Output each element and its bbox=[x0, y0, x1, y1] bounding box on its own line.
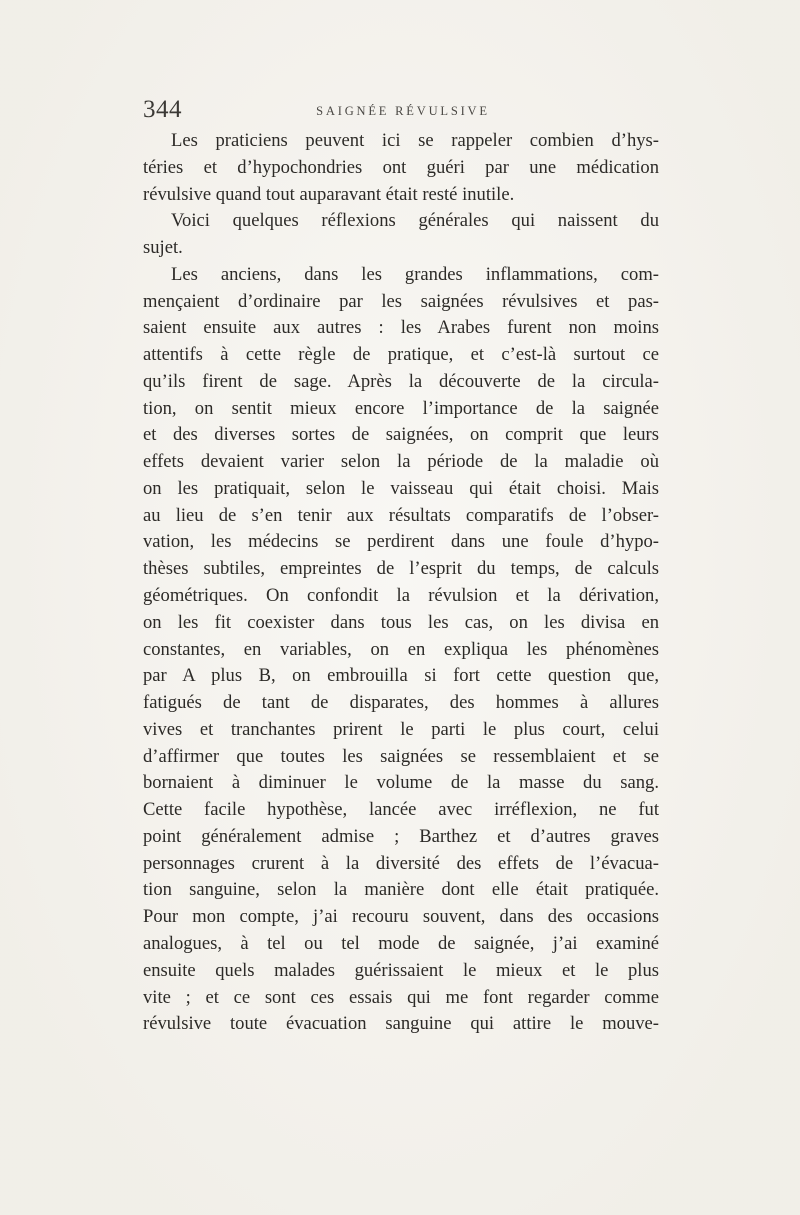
text-line: d’affirmer que toutes les saignées se ressemblaient et se bbox=[143, 745, 659, 767]
running-head: SAIGNÉE RÉVULSIVE bbox=[316, 104, 490, 118]
text-line: vation, les médecins se perdirent dans une foule d’hypo- bbox=[143, 531, 659, 553]
body-text bbox=[143, 128, 659, 1038]
text-line: Voici quelques réflexions générales qui naissent du bbox=[171, 210, 659, 232]
text-line: par A plus B, on embrouilla si fort cette question que, bbox=[143, 665, 659, 687]
text-line: constantes, en variables, on en expliqua les phénomènes bbox=[143, 638, 659, 660]
text-line: vives et tranchantes prirent le parti le plus court, celui bbox=[143, 718, 659, 740]
text-line: Cette facile hypothèse, lancée avec irréflexion, ne fut bbox=[143, 799, 659, 821]
text-line: révulsive toute évacuation sanguine qui attire le mouve- bbox=[143, 1013, 659, 1035]
text-line: on les fit coexister dans tous les cas, on les divisa en bbox=[143, 611, 659, 633]
text-line: attentifs à cette règle de pratique, et c’est-là surtout ce bbox=[143, 344, 659, 366]
text-line: Pour mon compte, j’ai recouru souvent, dans des occasions bbox=[143, 906, 659, 928]
text-line: personnages crurent à la diversité des effets de l’évacua- bbox=[143, 852, 659, 874]
text-line: tion, on sentit mieux encore l’importance de la saignée bbox=[143, 397, 659, 419]
text-line: sujet. bbox=[143, 237, 183, 259]
text-line: fatigués de tant de disparates, des hommes à allures bbox=[143, 692, 659, 714]
text-line: Les praticiens peuvent ici se rappeler combien d’hys- bbox=[171, 130, 659, 151]
text-line: on les pratiquait, selon le vaisseau qui était choisi. Mais bbox=[143, 477, 659, 499]
page-header bbox=[143, 96, 663, 126]
text-line: téries et d’hypochondries ont guéri par une médication bbox=[143, 156, 659, 178]
text-line: ensuite quels malades guérissaient le mieux et le plus bbox=[143, 959, 659, 981]
text-line: et des diverses sortes de saignées, on comprit que leurs bbox=[143, 424, 659, 446]
text-line: thèses subtiles, empreintes de l’esprit du temps, de calculs bbox=[143, 558, 659, 580]
text-line: vite ; et ce sont ces essais qui me font regarder comme bbox=[143, 986, 659, 1008]
text-line: effets devaient varier selon la période de la maladie où bbox=[143, 451, 659, 473]
text-line: saient ensuite aux autres : les Arabes furent non moins bbox=[143, 317, 659, 339]
text-line: mençaient d’ordinaire par les saignées révulsives et pas- bbox=[143, 290, 659, 312]
text-line: Les anciens, dans les grandes inflammations, com- bbox=[171, 263, 659, 285]
text-line: point généralement admise ; Barthez et d’autres graves bbox=[143, 825, 659, 847]
text-line: au lieu de s’en tenir aux résultats comparatifs de l’obser- bbox=[143, 504, 659, 526]
text-line: révulsive quand tout auparavant était resté inutile. bbox=[143, 183, 515, 205]
page-number: 344 bbox=[143, 96, 182, 123]
text-line: tion sanguine, selon la manière dont elle était pratiquée. bbox=[143, 879, 659, 901]
text-line: analogues, à tel ou tel mode de saignée, j’ai examiné bbox=[143, 932, 659, 954]
text-line: bornaient à diminuer le volume de la masse du sang. bbox=[143, 772, 659, 794]
text-line: qu’ils firent de sage. Après la découverte de la circula- bbox=[143, 370, 659, 392]
text-line: géométriques. On confondit la révulsion et la dérivation, bbox=[143, 585, 659, 607]
